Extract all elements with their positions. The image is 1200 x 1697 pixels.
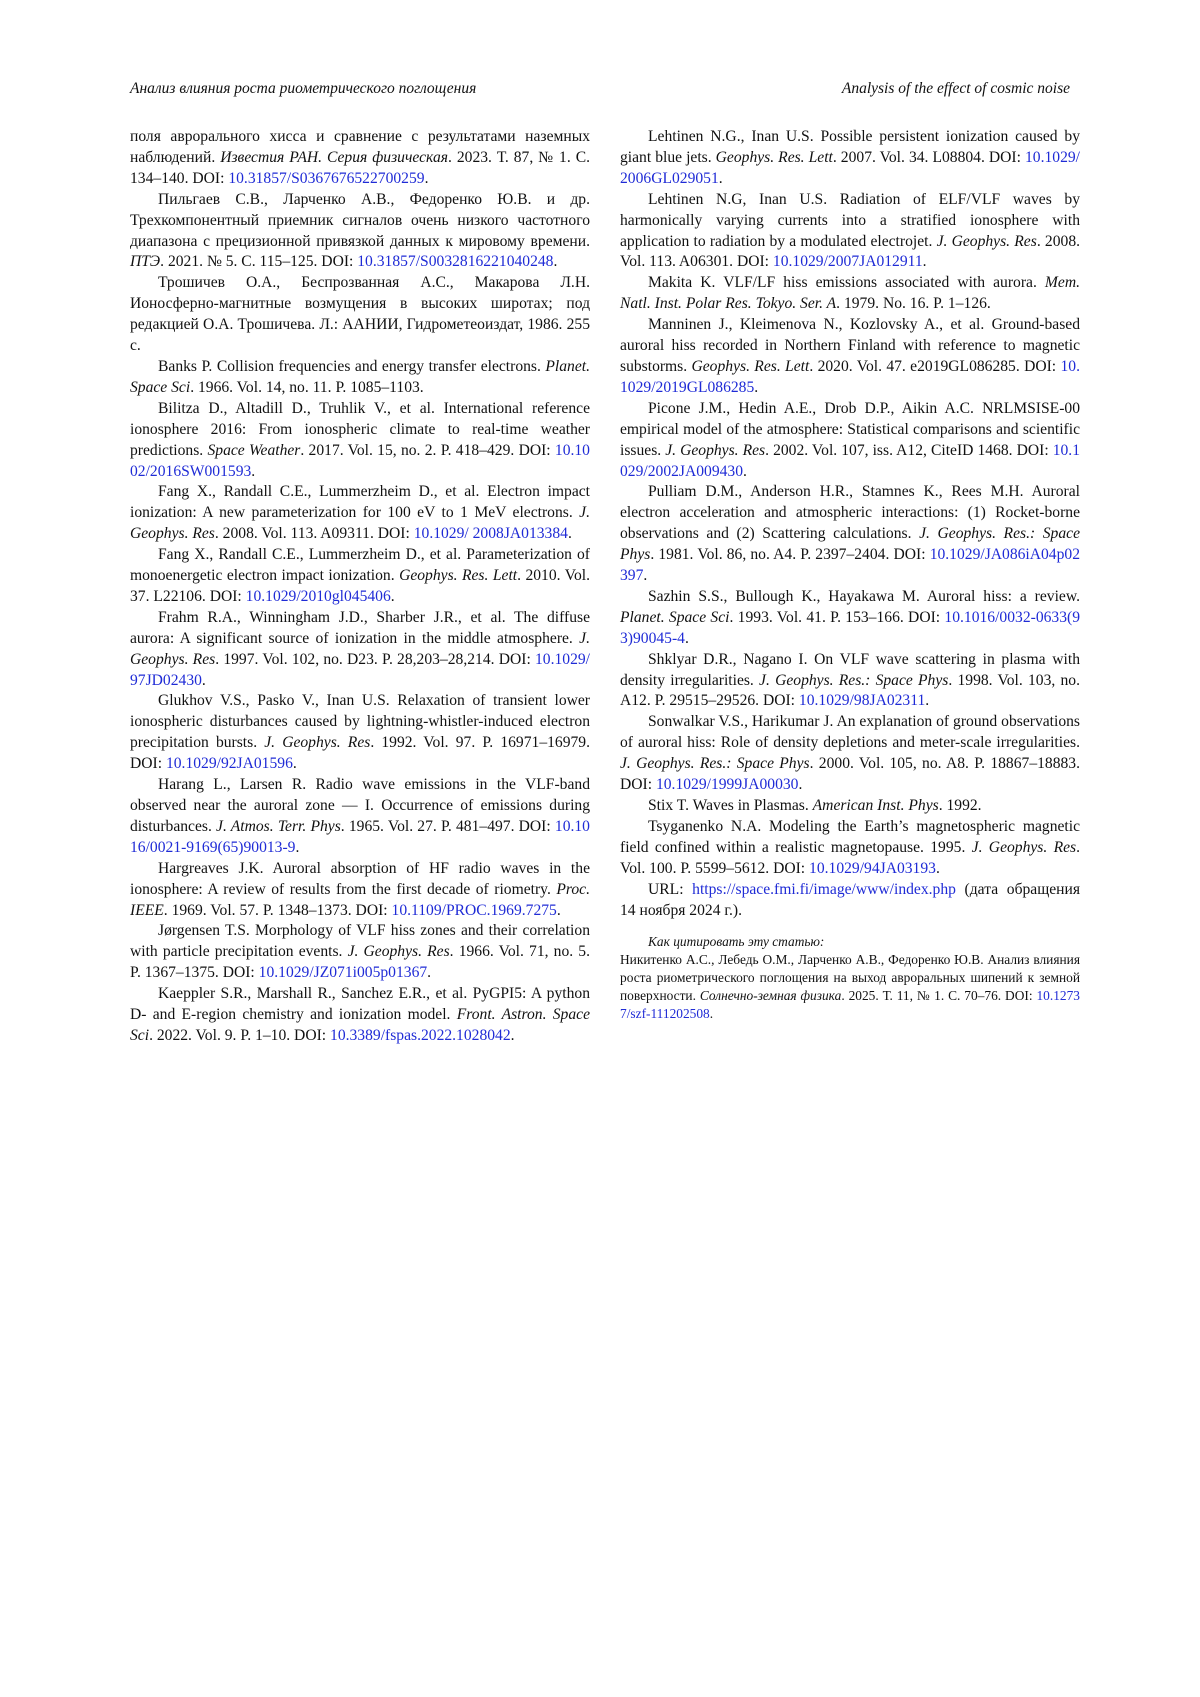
reference-entry: [620, 587, 1080, 650]
doi-link[interactable]: 10.1109/PROC.1969.7275: [391, 901, 557, 919]
reference-entry: [620, 817, 1080, 880]
reference-text: . 1992. Vol. 97. P. 16971–16979. DOI:: [130, 734, 590, 773]
reference-text: .: [922, 253, 927, 271]
reference-text: Hargreaves J.K. Auroral absorption of HF radio waves in the ionosphere: A review of results from the first decade of riometry.: [130, 859, 590, 898]
reference-entry: [620, 190, 1080, 274]
reference-text: Пильгаев С.В., Ларченко А.В., Федоренко Ю.В. и др. Трехкомпонентный приемник сигналов очень низкого частотного диапазона с прецизионной привязкой данных к мировому времени.: [130, 190, 590, 250]
doi-link[interactable]: 10.1029/98JA02311: [798, 692, 926, 710]
journal-title: J. Geophys. Res: [971, 838, 1077, 856]
doi-link[interactable]: 10.1029/2006GL029051: [620, 148, 1080, 187]
reference-entry: [130, 859, 590, 922]
journal-title: Proc. IEEE: [130, 880, 590, 919]
reference-entry: [130, 691, 590, 775]
journal-title: Известия РАН. Серия физическая: [220, 148, 449, 166]
reference-text: Jørgensen T.S. Morphology of VLF hiss zones and their correlation with particle precipitation events.: [130, 922, 590, 961]
reference-entry: [620, 273, 1080, 315]
reference-text: .: [925, 692, 930, 710]
reference-entry: [130, 273, 590, 357]
reference-text: .: [743, 462, 747, 480]
reference-entry: [130, 545, 590, 608]
reference-text: Manninen J., Kleimenova N., Kozlovsky A., et al. Ground-based auroral hiss recorded in Northern Finland with reference to magnetic substorms.: [620, 316, 1080, 375]
reference-text: .: [556, 901, 561, 919]
doi-link[interactable]: https://space.fmi.fi/image/www/index.php: [692, 880, 956, 898]
reference-text: (дата обращения 14 ноября 2024 г.).: [620, 880, 1081, 919]
journal-title: J. Geophys. Res.: Space Phys: [759, 671, 949, 689]
doi-link[interactable]: 10.12737/szf-111202508: [620, 988, 1081, 1022]
reference-entry: [130, 984, 590, 1047]
journal-title: ПТЭ: [130, 253, 161, 271]
journal-title: Front. Astron. Space Sci: [130, 1006, 590, 1044]
journal-title: J. Geophys. Res: [130, 504, 590, 543]
citation-label: Как цитировать эту статью:: [648, 934, 825, 950]
reference-text: Pulliam D.M., Anderson H.R., Stamnes K., Rees M.H. Auroral electron acceleration and atmospheric interactions: (1) Rocket-borne observations and (2) Scattering calculations.: [620, 483, 1080, 543]
journal-title: J. Geophys. Res: [264, 734, 371, 752]
reference-text: Kaeppler S.R., Marshall R., Sanchez E.R., et al. PyGPI5: A python D- and E-region chemistry and ionization model.: [130, 985, 590, 1024]
journal-title: Planet. Space Sci: [620, 608, 730, 626]
reference-text: . 1992.: [938, 797, 982, 814]
reference-text: Sonwalkar V.S., Harikumar J. An explanation of ground observations of auroral hiss: Role of density depletions and meter-scale irregularities.: [620, 713, 1080, 752]
reference-entry: [620, 712, 1080, 796]
reference-text: .: [709, 1006, 714, 1022]
reference-text: Sazhin S.S., Bullough K., Hayakawa M. Auroral hiss: a review.: [648, 587, 1080, 605]
reference-text: . 1966. Vol. 14, no. 11. P. 1085–1103.: [190, 378, 424, 396]
reference-text: URL:: [648, 880, 693, 898]
reference-entry: [130, 775, 590, 859]
reference-text: . 2025. Т. 11, № 1. С. 70–76. DOI:: [841, 988, 1037, 1004]
reference-text: . 1981. Vol. 86, no. A4. P. 2397–2404. DOI:: [650, 546, 930, 564]
running-header-english-title: Analysis of the effect of cosmic noise: [841, 80, 1070, 97]
doi-link[interactable]: 10.1029/2007JA012911: [772, 253, 923, 271]
journal-title: J. Atmos. Terr. Phys: [216, 817, 341, 835]
journal-title: J. Geophys. Res: [347, 943, 450, 961]
reference-text: Picone J.M., Hedin A.E., Drob D.P., Aikin A.C. NRLMSISE-00 empirical model of the atmosphere: Statistical comparisons and scientific issues.: [620, 399, 1080, 459]
reference-text: Fang X., Randall C.E., Lummerzheim D., et al. Electron impact ionization: A new parameterization for 100 eV to 1 MeV electrons.: [130, 483, 590, 522]
reference-text: . 1969. Vol. 57. P. 1348–1373. DOI:: [163, 901, 392, 919]
doi-link[interactable]: 10.1029/92JA01596: [165, 755, 293, 773]
reference-entry: [130, 399, 590, 483]
reference-text: Stix T. Waves in Plasmas.: [648, 797, 813, 814]
reference-text: . 1997. Vol. 102, no. D23. P. 28,203–28,214. DOI:: [215, 650, 535, 668]
doi-link[interactable]: 10.1029/JZ071i005p01367: [258, 964, 428, 982]
doi-link[interactable]: 10.1029/2019GL086285: [620, 357, 1080, 396]
citation-text: [620, 951, 1080, 1023]
reference-text: . 2000. Vol. 105, no. A8. P. 18867–18883. DOI:: [620, 755, 1081, 794]
reference-text: .: [567, 525, 572, 543]
journal-title: Geophys. Res. Lett: [399, 567, 518, 585]
reference-entry: [620, 127, 1080, 190]
reference-text: . 1965. Vol. 27. P. 481–497. DOI:: [340, 817, 555, 835]
doi-link[interactable]: 10.1029/1999JA00030: [655, 776, 799, 794]
reference-text: . 2021. № 5. С. 115–125. DOI:: [160, 253, 358, 271]
doi-link[interactable]: 10.3389/fspas.2022.1028042: [330, 1026, 511, 1044]
reference-text: .: [295, 838, 300, 856]
reference-entry: [620, 399, 1080, 483]
journal-title: J. Geophys. Res.: Space Phys: [620, 755, 810, 773]
journal-title: Space Weather: [207, 441, 301, 459]
doi-link[interactable]: 10.1029/2002JA009430: [620, 441, 1080, 480]
reference-text: Makita K. VLF/LF hiss emissions associated with aurora.: [648, 274, 1045, 292]
reference-text: Никитенко А.С., Лебедь О.М., Ларченко А.В., Федоренко Ю.В. Анализ влияния роста риометрического поглощения на выход авроральных шипений к земной поверхности.: [620, 952, 1080, 1004]
reference-text: . 2020. Vol. 47. e2019GL086285. DOI:: [809, 357, 1061, 375]
reference-text: . Vol. 100. P. 5599–5612. DOI:: [620, 838, 1081, 877]
doi-link[interactable]: 10.1029/JA086iA04p02397: [620, 546, 1080, 585]
reference-entry: [130, 190, 590, 274]
running-header-russian-title: Анализ влияния роста риометрического поглощения: [130, 80, 477, 97]
doi-link[interactable]: 10.31857/S0032816221040248: [357, 253, 554, 271]
journal-title: Geophys. Res. Lett: [691, 357, 810, 375]
journal-title: Солнечно-земная физика: [699, 988, 842, 1004]
doi-link[interactable]: 10.1029/97JD02430: [130, 650, 591, 689]
references-right-list: [620, 127, 1080, 921]
journal-title: Geophys. Res. Lett: [715, 148, 833, 166]
reference-text: Трошичев О.А., Беспрозванная А.С., Макарова Л.Н. Ионосферно-магнитные возмущения в высоких широтах; под редакцией О.А. Трошичева. Л.: ААНИИ, Гидрометеоиздат, 1986. 255 с.: [130, 274, 590, 355]
reference-text: .: [292, 755, 297, 773]
reference-text: . 2002. Vol. 107, iss. A12, CiteID 1468. DOI:: [765, 441, 1053, 459]
reference-text: . 2008. Vol. 113. A09311. DOI:: [214, 525, 414, 543]
doi-link[interactable]: 10.1016/0021-9169(65)90013-9: [130, 817, 590, 856]
reference-text: Shklyar D.R., Nagano I. On VLF wave scattering in plasma with density irregularities.: [620, 650, 1080, 689]
reference-text: .: [798, 776, 803, 794]
reference-text: .: [935, 859, 940, 877]
reference-text: .: [424, 169, 429, 187]
reference-entry: [130, 921, 590, 984]
reference-text: Fang X., Randall C.E., Lummerzheim D., et al. Parameterization of monoenergetic electron impact ionization.: [130, 546, 590, 585]
reference-text: . 2008. Vol. 113. A06301. DOI:: [620, 232, 1081, 271]
reference-text: .: [684, 629, 689, 647]
reference-entry: [130, 482, 590, 545]
doi-link[interactable]: 10.1016/0032-0633(93)90045-4: [620, 608, 1080, 647]
references-left-column: [130, 127, 590, 1047]
reference-entry: [620, 482, 1080, 587]
reference-text: .: [718, 169, 723, 187]
reference-entry: [620, 796, 1080, 817]
reference-entry: [130, 608, 590, 692]
reference-text: . 2017. Vol. 15, no. 2. P. 418–429. DOI:: [300, 441, 555, 459]
reference-text: . 1966. Vol. 71, no. 5. P. 1367–1375. DOI:: [130, 943, 591, 982]
reference-text: . 2022. Vol. 9. P. 1–10. DOI:: [149, 1026, 331, 1044]
journal-title: American Inst. Phys: [812, 797, 939, 814]
reference-text: .: [553, 253, 558, 271]
journal-title: J. Geophys. Res: [936, 232, 1037, 250]
reference-text: Harang L., Larsen R. Radio wave emissions in the VLF-band observed near the auroral zone — I. Occurrence of emissions during disturbances.: [130, 776, 590, 835]
reference-text: поля аврорального хисса и сравнение с результатами наземных наблюдений.: [130, 128, 590, 166]
reference-entry: [130, 357, 590, 399]
reference-text: . 2007. Vol. 34. L08804. DOI:: [832, 148, 1025, 166]
reference-text: .: [390, 587, 395, 605]
reference-text: .: [754, 378, 759, 396]
reference-text: . 1979. No. 16. P. 1–126.: [836, 295, 991, 313]
reference-text: Tsyganenko N.A. Modeling the Earth’s magnetospheric magnetic field confined within a realistic magnetopause. 1995.: [620, 817, 1080, 856]
reference-entry: [620, 880, 1080, 922]
reference-text: .: [510, 1026, 515, 1044]
reference-text: .: [251, 462, 256, 480]
reference-entry: [130, 127, 590, 190]
journal-title: J. Geophys. Res: [130, 629, 590, 668]
doi-link[interactable]: 10.1029/ 2008JA013384: [413, 525, 568, 543]
reference-text: . 2010. Vol. 37. L22106. DOI:: [130, 567, 590, 605]
reference-entry: [620, 650, 1080, 713]
citation-block: [620, 933, 1080, 1023]
reference-entry: [620, 315, 1080, 399]
reference-text: .: [427, 964, 432, 982]
reference-text: Banks P. Collision frequencies and energy transfer electrons.: [158, 357, 546, 375]
reference-text: .: [201, 671, 206, 689]
references-right-column: [620, 127, 1080, 1023]
reference-text: . 2023. Т. 87, № 1. С. 134–140. DOI:: [130, 148, 591, 187]
doi-link[interactable]: 10.1029/94JA03193: [809, 859, 936, 877]
doi-link[interactable]: 10.1029/2010gl045406: [245, 587, 391, 605]
journal-title: Mem. Natl. Inst. Polar Res. Tokyo. Ser. A: [620, 274, 1080, 313]
reference-text: . 1993. Vol. 41. P. 153–166. DOI:: [729, 608, 945, 626]
doi-link[interactable]: 10.1002/2016SW001593: [130, 441, 590, 480]
running-header: [130, 80, 1070, 102]
doi-link[interactable]: 10.31857/S0367676522700259: [228, 169, 425, 187]
reference-text: Lehtinen N.G., Inan U.S. Possible persistent ionization caused by giant blue jets.: [620, 128, 1080, 166]
journal-title: Planet. Space Sci: [130, 357, 590, 396]
reference-text: Bilitza D., Altadill D., Truhlik V., et al. International reference ionosphere 2016: From ionospheric climate to real-time weather predictions.: [130, 399, 590, 459]
reference-text: . 1998. Vol. 103, no. A12. P. 29515–29526. DOI:: [620, 671, 1080, 710]
reference-text: Frahm R.A., Winningham J.D., Sharber J.R., et al. The diffuse aurora: A significant source of ionization in the middle atmosphere.: [130, 608, 590, 647]
journal-title: J. Geophys. Res.: Space Phys: [620, 525, 1080, 564]
reference-text: .: [643, 567, 648, 585]
reference-text: Glukhov V.S., Pasko V., Inan U.S. Relaxation of transient lower ionospheric disturbances caused by lightning-whistler-induced electron precipitation bursts.: [130, 692, 590, 752]
journal-title: J. Geophys. Res: [665, 441, 766, 459]
reference-text: Lehtinen N.G, Inan U.S. Radiation of ELF/VLF waves by harmonically varying currents into a stratified ionosphere with application to radiation by a modulated electrojet.: [620, 190, 1080, 250]
